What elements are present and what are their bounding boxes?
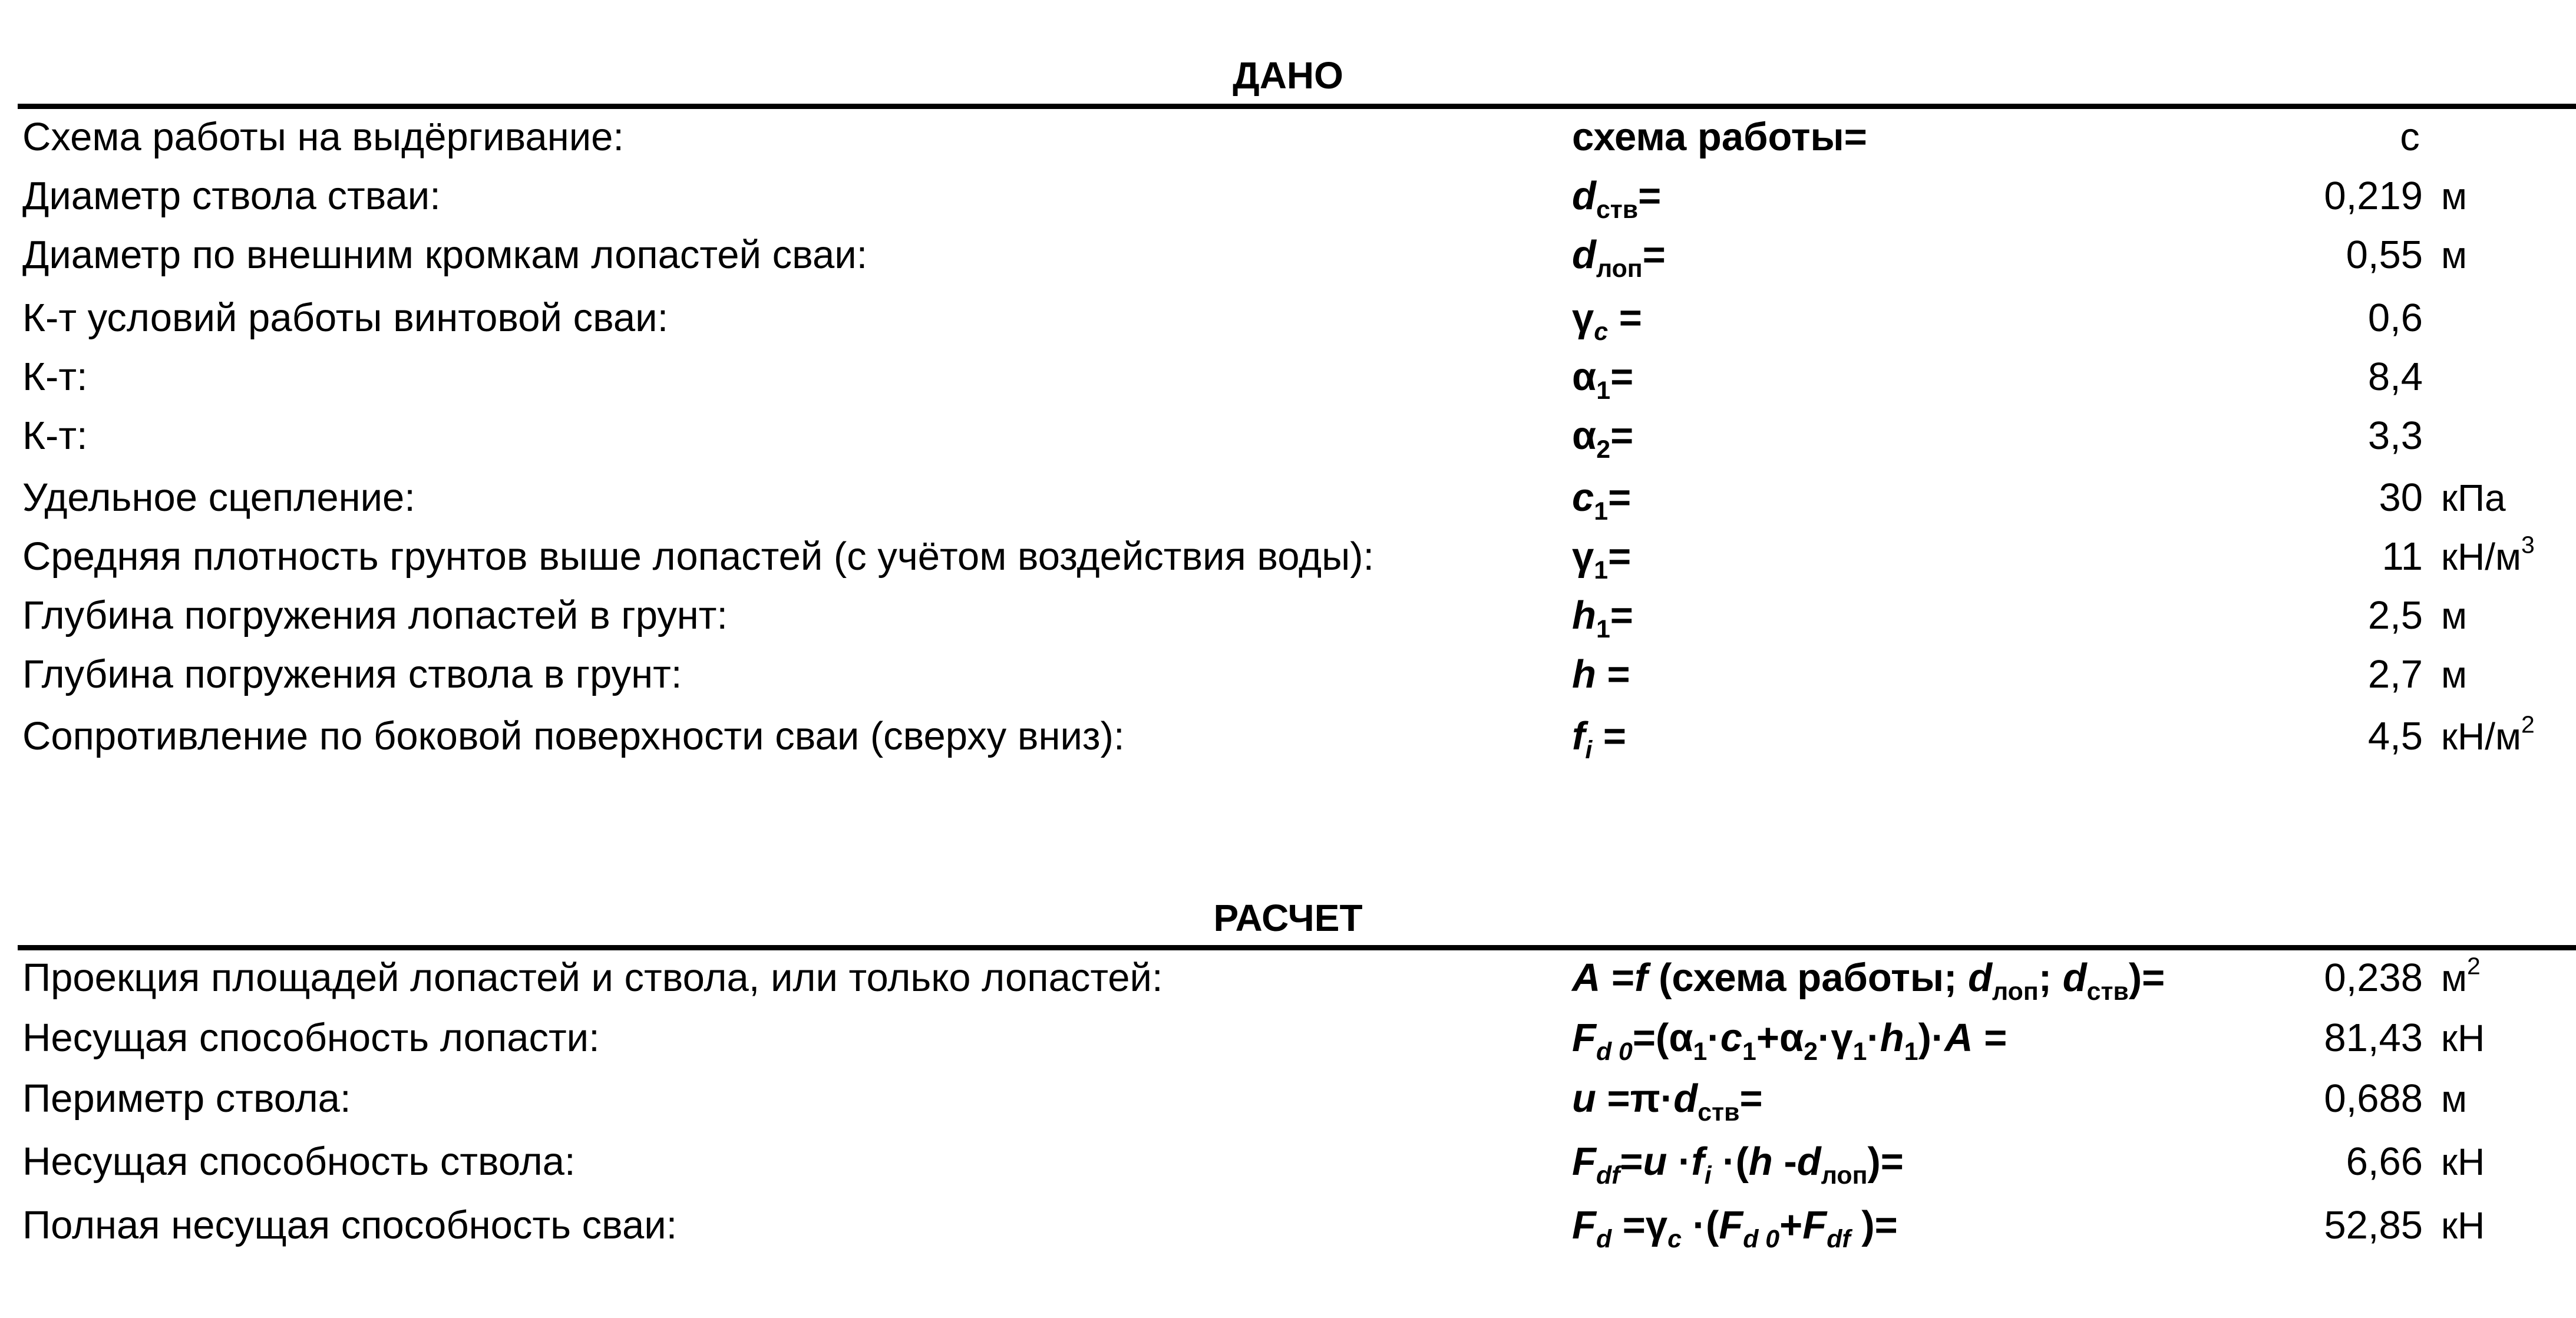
row-unit: кН bbox=[2441, 1204, 2485, 1247]
row-value: 2,5 bbox=[2367, 593, 2423, 637]
row-unit: м bbox=[2441, 234, 2467, 276]
row-label: Сопротивление по боковой поверхности сваи (сверху вниз): bbox=[22, 714, 1125, 758]
given-row-soil-density bbox=[0, 527, 2576, 586]
row-label: Полная несущая способность сваи: bbox=[22, 1203, 678, 1247]
row-symbol: $d_{ств}=$ bbox=[1572, 174, 1662, 224]
row-symbol: $f_i$ = bbox=[1572, 714, 1626, 764]
calc-row-projection-area bbox=[0, 949, 2576, 1008]
given-row-cohesion bbox=[0, 468, 2576, 527]
row-label: К-т условий работы винтовой сваи: bbox=[22, 296, 669, 340]
calculation-heading: РАСЧЕТ bbox=[1213, 897, 1363, 939]
row-label: Глубина погружения лопастей в грунт: bbox=[22, 593, 728, 637]
row-symbol: h = bbox=[1572, 652, 1630, 696]
row-label: Средняя плотность грунтов выше лопастей (с учётом воздействия воды): bbox=[22, 534, 1375, 579]
given-row-alpha1 bbox=[0, 348, 2576, 407]
row-symbol: схема работы= bbox=[1572, 115, 1867, 159]
given-row-scheme bbox=[0, 108, 2576, 167]
row-unit: кН bbox=[2441, 1017, 2485, 1059]
row-label: Схема работы на выдёргивание: bbox=[22, 115, 624, 159]
given-row-work-coefficient bbox=[0, 289, 2576, 348]
row-label: Несущая способность лопасти: bbox=[22, 1016, 600, 1060]
row-formula: A =f (схема работы; $d_{лоп}$; $d_{ств})=$ bbox=[1572, 956, 2165, 1006]
row-unit: $кН/м^3$ bbox=[2441, 531, 2535, 578]
row-formula: $F_d =\gamma_c \cdot(F_{d 0}+F_{df}$ )= bbox=[1572, 1203, 1898, 1253]
given-heading: ДАНО bbox=[1233, 54, 1343, 97]
row-label: К-т: bbox=[22, 414, 88, 458]
given-row-shaft-diameter bbox=[0, 167, 2576, 226]
row-value: 8,4 bbox=[2367, 355, 2423, 399]
row-symbol: $\gamma_1=$ bbox=[1572, 534, 1632, 584]
calc-row-total-capacity bbox=[0, 1196, 2576, 1255]
row-unit: $м^2$ bbox=[2441, 952, 2481, 999]
row-value: 6,66 bbox=[2346, 1139, 2423, 1184]
row-symbol: $\gamma_c$ = bbox=[1572, 296, 1642, 346]
row-label: К-т: bbox=[22, 355, 88, 399]
row-value: 81,43 bbox=[2324, 1016, 2423, 1060]
row-label: Удельное сцепление: bbox=[22, 475, 415, 520]
row-value: с bbox=[2400, 115, 2420, 159]
row-formula: $F_{df}=u \cdot f_i \cdot(h$ $-d_{лоп})=$ bbox=[1572, 1139, 1904, 1190]
calc-row-shaft-capacity bbox=[0, 1132, 2576, 1191]
row-unit: $кН/м^2$ bbox=[2441, 711, 2535, 758]
row-label: Глубина погружения ствола в грунт: bbox=[22, 652, 682, 696]
row-value: 2,7 bbox=[2367, 652, 2423, 696]
row-symbol: $d_{лоп}=$ bbox=[1572, 233, 1666, 283]
row-formula: $F_{d 0}=(\alpha_1\cdot c_1+\alpha_2\cdot\gamma_1\cdot h_1)\cdot A$ = bbox=[1572, 1016, 2007, 1066]
calc-row-shaft-perimeter bbox=[0, 1069, 2576, 1128]
row-value: 0,688 bbox=[2324, 1076, 2423, 1121]
row-unit: кН bbox=[2441, 1141, 2485, 1183]
calc-row-blade-capacity bbox=[0, 1009, 2576, 1068]
row-label: Диаметр ствола стваи: bbox=[22, 174, 441, 218]
row-symbol: $\alpha_1=$ bbox=[1572, 355, 1634, 405]
given-row-blade-depth bbox=[0, 586, 2576, 645]
row-formula: $u =\pi\cdot d_{ств}=$ bbox=[1572, 1076, 1763, 1127]
row-unit: м bbox=[2441, 175, 2467, 217]
given-row-shaft-depth bbox=[0, 645, 2576, 704]
row-symbol: $\alpha_2=$ bbox=[1572, 414, 1634, 464]
row-symbol: $h_1=$ bbox=[1572, 593, 1633, 643]
row-value: 3,3 bbox=[2367, 414, 2423, 458]
row-unit: м bbox=[2441, 594, 2467, 637]
row-value: 4,5 bbox=[2367, 714, 2423, 758]
row-label: Проекция площадей лопастей и ствола, или только лопастей: bbox=[22, 956, 1163, 1000]
row-label: Периметр ствола: bbox=[22, 1076, 351, 1121]
given-row-side-resistance bbox=[0, 707, 2576, 766]
row-label: Несущая способность ствола: bbox=[22, 1139, 576, 1184]
given-row-blade-diameter bbox=[0, 226, 2576, 285]
row-value: 11 bbox=[2382, 534, 2423, 579]
row-symbol: $c_1=$ bbox=[1572, 475, 1632, 526]
row-value: 0,219 bbox=[2324, 174, 2423, 218]
row-value: 0,238 bbox=[2324, 956, 2423, 1000]
row-unit: кПа bbox=[2441, 477, 2506, 519]
given-row-alpha2 bbox=[0, 407, 2576, 465]
row-value: 30 bbox=[2379, 475, 2423, 520]
row-unit: м bbox=[2441, 653, 2467, 696]
row-value: 52,85 bbox=[2324, 1203, 2423, 1247]
row-value: 0,55 bbox=[2346, 233, 2423, 277]
row-unit: м bbox=[2441, 1078, 2467, 1120]
row-label: Диаметр по внешним кромкам лопастей сваи: bbox=[22, 233, 868, 277]
row-value: 0,6 bbox=[2367, 296, 2423, 340]
